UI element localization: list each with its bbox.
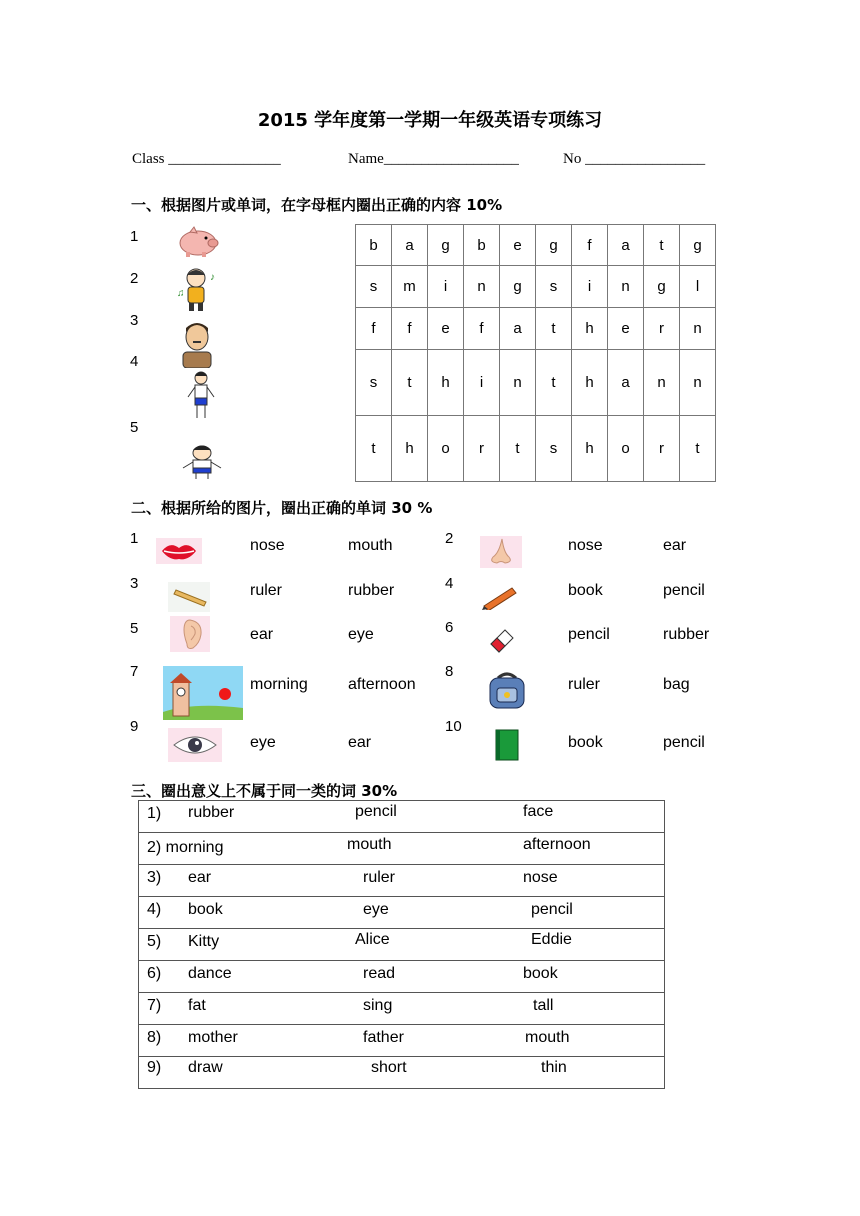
s1-number-4: 4 [130, 353, 139, 370]
grid-cell[interactable]: n [500, 350, 536, 416]
grid-cell[interactable]: b [464, 225, 500, 266]
grid-cell[interactable]: h [572, 308, 608, 350]
page-title: 2015 学年度第一学期一年级英语专项练习 [257, 110, 603, 131]
grid-cell[interactable]: s [356, 266, 392, 308]
word-option[interactable]: nose [250, 537, 285, 554]
word-option[interactable]: short [371, 1059, 407, 1076]
word-option[interactable]: book [523, 965, 558, 982]
grid-cell[interactable]: t [392, 350, 428, 416]
word-option[interactable]: fat [188, 997, 206, 1014]
s2-number: 8 [445, 663, 454, 680]
word-option[interactable]: Eddie [531, 931, 572, 948]
word-option[interactable]: eye [363, 901, 389, 918]
s2-number: 7 [130, 663, 139, 680]
s1-number-5: 5 [130, 419, 139, 436]
table-row [139, 1057, 665, 1089]
grid-cell[interactable]: b [356, 225, 392, 266]
word-option[interactable]: ruler [363, 869, 396, 886]
word-option[interactable]: sing [363, 997, 393, 1014]
pencil-icon [480, 582, 520, 610]
row-number: 1) [147, 805, 162, 822]
s2-number: 9 [130, 718, 139, 735]
word-option[interactable]: Kitty [188, 933, 220, 950]
word-option[interactable]: rubber [663, 626, 710, 643]
grid-cell[interactable]: t [644, 225, 680, 266]
word-option[interactable]: mouth [525, 1029, 570, 1046]
grid-cell[interactable]: e [608, 308, 644, 350]
table-row [139, 993, 665, 1025]
s1-number-1: 1 [130, 228, 139, 245]
grid-cell[interactable]: f [572, 225, 608, 266]
section2-heading: 二、根据所给的图片，圈出正确的单词 30 % [131, 499, 433, 517]
eye-icon [168, 728, 222, 762]
thin-boy-icon [184, 370, 218, 422]
grid-cell[interactable]: f [392, 308, 428, 350]
table-row [139, 865, 665, 897]
grid-cell[interactable]: s [356, 350, 392, 416]
grid-cell[interactable]: h [572, 350, 608, 416]
table-row [139, 1025, 665, 1057]
word-option[interactable]: rubber [348, 582, 395, 599]
grid-cell[interactable]: h [428, 350, 464, 416]
s2-number: 4 [445, 575, 454, 592]
grid-cell[interactable]: l [680, 266, 716, 308]
word-option[interactable]: afternoon [523, 836, 591, 853]
word-option[interactable]: book [568, 734, 603, 751]
pig-icon [176, 226, 220, 258]
word-option[interactable]: book [188, 901, 223, 918]
grid-cell[interactable]: h [572, 416, 608, 482]
book-icon [492, 728, 524, 762]
grid-cell[interactable]: g [428, 225, 464, 266]
grid-cell[interactable]: f [464, 308, 500, 350]
rubber-icon [487, 626, 517, 654]
afternoon-scene-icon [163, 666, 243, 720]
grid-cell[interactable]: r [464, 416, 500, 482]
table-row [139, 929, 665, 961]
row-number: 9) [147, 1059, 162, 1076]
s2-number: 3 [130, 575, 139, 592]
row-number: 6) [147, 965, 162, 982]
word-option[interactable]: father [363, 1029, 404, 1046]
father-icon [177, 320, 217, 368]
word-option[interactable]: ruler [250, 582, 283, 599]
word-option[interactable]: ear [188, 869, 212, 886]
ear-icon [170, 616, 210, 652]
s2-number: 6 [445, 619, 454, 636]
word-option[interactable]: pencil [663, 582, 705, 599]
word-option[interactable]: nose [523, 869, 558, 886]
table-row [139, 833, 665, 865]
word-option[interactable]: morning [250, 676, 308, 693]
grid-cell[interactable]: i [572, 266, 608, 308]
grid-cell[interactable]: r [644, 416, 680, 482]
word-option[interactable]: ear [663, 537, 687, 554]
row-number: 4) [147, 901, 162, 918]
grid-cell[interactable]: a [608, 350, 644, 416]
odd-word-table [138, 800, 665, 1089]
grid-cell[interactable]: o [608, 416, 644, 482]
row-number: 3) [147, 869, 162, 886]
word-option[interactable]: book [568, 582, 603, 599]
grid-cell[interactable]: f [356, 308, 392, 350]
grid-cell[interactable]: n [608, 266, 644, 308]
row-number: 2) morning [147, 839, 224, 856]
grid-cell[interactable]: g [500, 266, 536, 308]
word-option[interactable]: rubber [188, 804, 235, 821]
grid-cell[interactable]: i [428, 266, 464, 308]
word-option[interactable]: mother [188, 1029, 238, 1046]
singing-girl-icon [174, 266, 222, 312]
word-option[interactable]: eye [250, 734, 276, 751]
word-option[interactable]: ear [348, 734, 372, 751]
short-boy-icon [178, 444, 226, 480]
word-option[interactable]: afternoon [348, 676, 416, 693]
section1-heading: 一、根据图片或单词，在字母框内圈出正确的内容 10% [131, 196, 503, 214]
grid-cell[interactable]: n [680, 308, 716, 350]
school-bag-icon [484, 670, 530, 710]
grid-cell[interactable]: s [536, 416, 572, 482]
grid-cell[interactable]: g [680, 225, 716, 266]
grid-cell[interactable]: a [608, 225, 644, 266]
number-field[interactable]: No ________________ [563, 151, 706, 167]
grid-cell[interactable]: t [680, 416, 716, 482]
name-field[interactable]: Name__________________ [348, 151, 519, 167]
nose-icon [480, 536, 522, 568]
word-option[interactable]: eye [348, 626, 374, 643]
grid-cell[interactable]: t [356, 416, 392, 482]
svg-text:♫: ♫ [177, 288, 185, 299]
grid-cell[interactable]: m [392, 266, 428, 308]
grid-cell[interactable]: o [428, 416, 464, 482]
word-option[interactable]: draw [188, 1059, 223, 1076]
word-option[interactable]: dance [188, 965, 232, 982]
word-option[interactable]: face [523, 803, 554, 820]
s2-number: 10 [445, 718, 462, 735]
grid-cell[interactable]: a [500, 308, 536, 350]
grid-cell[interactable]: t [536, 308, 572, 350]
s2-number: 2 [445, 530, 454, 547]
letter-grid [355, 224, 716, 482]
word-option[interactable]: ear [250, 626, 274, 643]
section3-heading: 三、圈出意义上不属于同一类的词 30% [131, 782, 398, 800]
word-option[interactable]: mouth [347, 836, 392, 853]
grid-cell[interactable]: g [536, 225, 572, 266]
word-option[interactable]: mouth [348, 537, 393, 554]
word-option[interactable]: pencil [568, 626, 610, 643]
grid-cell[interactable]: t [500, 416, 536, 482]
word-option[interactable]: pencil [531, 901, 573, 918]
s2-number: 1 [130, 530, 139, 547]
row-number: 8) [147, 1029, 162, 1046]
grid-cell[interactable]: g [644, 266, 680, 308]
word-option[interactable]: ruler [568, 676, 601, 693]
table-row [139, 961, 665, 993]
lips-icon [156, 538, 202, 564]
table-row [139, 801, 665, 833]
grid-cell[interactable]: r [644, 308, 680, 350]
grid-cell[interactable]: s [536, 266, 572, 308]
grid-cell[interactable]: n [680, 350, 716, 416]
word-option[interactable]: tall [533, 997, 554, 1014]
s1-number-3: 3 [130, 312, 139, 329]
grid-cell[interactable]: n [464, 266, 500, 308]
svg-text:♪: ♪ [210, 272, 215, 283]
ruler-icon [168, 582, 210, 612]
row-number: 5) [147, 933, 162, 950]
class-field[interactable]: Class _______________ [132, 151, 281, 167]
s1-number-2: 2 [130, 270, 139, 287]
grid-cell[interactable]: a [392, 225, 428, 266]
row-number: 7) [147, 997, 162, 1014]
word-option[interactable]: Alice [355, 931, 390, 948]
grid-cell[interactable]: i [464, 350, 500, 416]
word-option[interactable]: bag [663, 676, 690, 693]
grid-cell[interactable]: e [428, 308, 464, 350]
grid-cell[interactable]: t [536, 350, 572, 416]
grid-cell[interactable]: h [392, 416, 428, 482]
word-option[interactable]: pencil [663, 734, 705, 751]
word-option[interactable]: thin [541, 1059, 567, 1076]
grid-cell[interactable]: e [500, 225, 536, 266]
word-option[interactable]: pencil [355, 803, 397, 820]
grid-cell[interactable]: n [644, 350, 680, 416]
table-row [139, 897, 665, 929]
word-option[interactable]: read [363, 965, 396, 982]
s2-number: 5 [130, 620, 139, 637]
word-option[interactable]: nose [568, 537, 603, 554]
